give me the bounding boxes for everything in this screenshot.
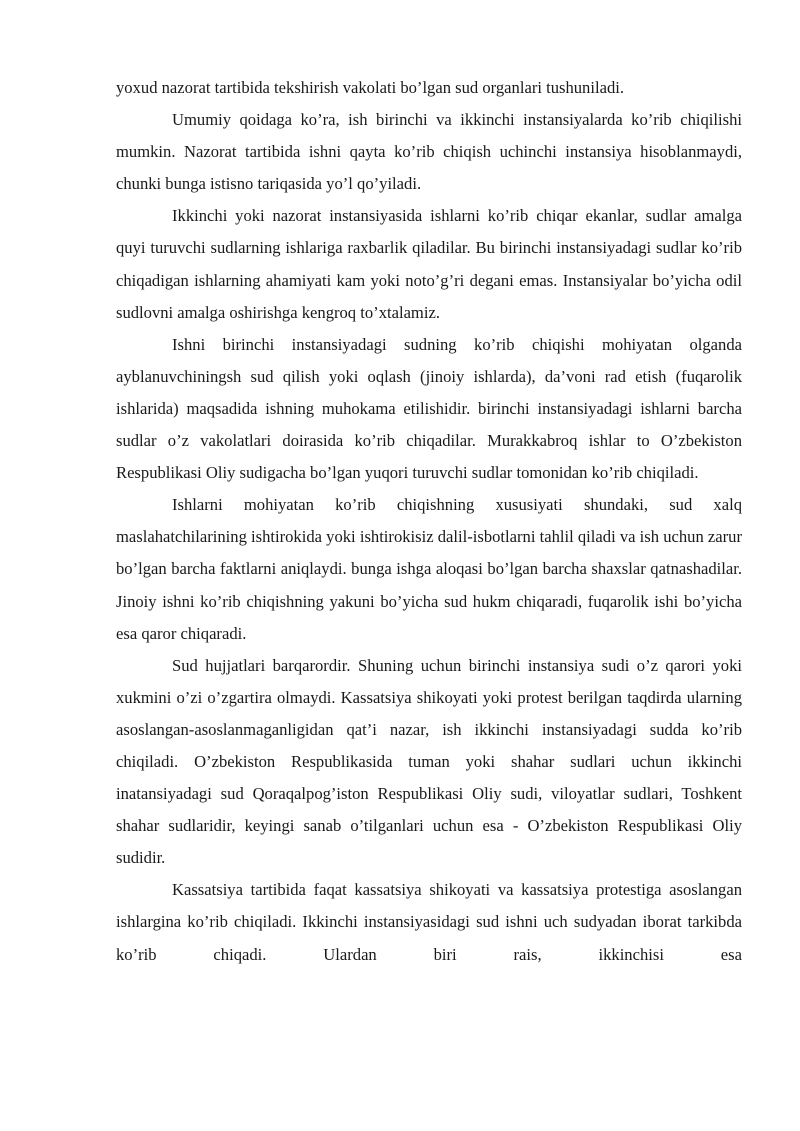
paragraph: Ikkinchi yoki nazorat instansiyasida ishlarni ko’rib chiqar ekanlar, sudlar amalga quyi turuvchi sudlarning ishlariga raxbarlik qiladilar. Bu birinchi instansiyadagi sudlar ko’rib chiqadigan ishlarning ahamiyati kam yoki noto’g’ri degani emas. Instansiyalar bo’yicha odil sudlovni amalga oshirishga kengroq to’xtalamiz. — [116, 206, 742, 322]
paragraph-last: Kassatsiya tartibida faqat kassatsiya shikoyati va kassatsiya protestiga asoslangan ishlargina ko’rib chiqiladi. Ikkinchi instansiyasidagi sud ishni uch sudyadan iborat tarkibda ko’rib chiqadi. Ulardan biri rais, ikkinchisi esa — [116, 880, 742, 964]
paragraph: Ishni birinchi instansiyadagi sudning ko’rib chiqishi mohiyatan olganda ayblanuvchiningsh sud qilish yoki oqlash (jinoiy ishlarda), da’voni rad etish (fuqarolik ishlarida) maqsadida ishning muhokama etilishidir. birinchi instansiyadagi ishlarni barcha sudlar o’z vakolatlari doirasida ko’rib chiqadilar. Murakkabroq ishlar to O’zbekiston Respublikasi Oliy sudigacha bo’lgan yuqori turuvchi sudlar tomonidan ko’rib chiqiladi. — [116, 334, 742, 483]
paragraph: Sud hujjatlari barqarordir. Shuning uchun birinchi instansiya sudi o’z qarori yoki xukmini o’zi o’zgartira olmaydi. Kassatsiya shikoyati yoki protest berilgan taqdirda ularning asoslangan-asoslanmaganligidan qat’i nazar, ish ikkinchi instansiyadagi sudda ko’rib chiqiladi. O’zbekiston Respublikasida tuman yoki shahar sudlari uchun ikkinchi inatansiyadagi sud Qoraqalpog’iston Respublikasi Oliy sudi, viloyatlar sudlari, Toshkent shahar sudlaridir, keyingi sanab o’tilganlari uchun esa - O’zbekiston Respublikasi Oliy sudidir. — [116, 655, 742, 868]
paragraph: Umumiy qoidaga ko’ra, ish birinchi va ikkinchi instansiyalarda ko’rib chiqilishi mumkin. Nazorat tartibida ishni qayta ko’rib chiqish uchinchi instansiya hisoblanmaydi, chunki bunga istisno tariqasida yo’l qo’yiladi. — [116, 110, 742, 194]
paragraph: Ishlarni mohiyatan ko’rib chiqishning xususiyati shundaki, sud xalq maslahatchilarining ishtirokida yoki ishtirokisiz dalil-isbotlarni tahlil qiladi va ish uchun zarur bo’lgan barcha faktlarni aniqlaydi. bunga ishga aloqasi bo’lgan barcha shaxslar qatnashadilar. Jinoiy ishni ko’rib chiqishning yakuni bo’yicha sud hukm chiqaradi, fuqarolik ishi bo’yicha esa qaror chiqaradi. — [116, 495, 742, 643]
document-page — [116, 72, 742, 971]
paragraph-continuation: yoxud nazorat tartibida tekshirish vakolati bo’lgan sud organlari tushuniladi. — [116, 78, 624, 97]
